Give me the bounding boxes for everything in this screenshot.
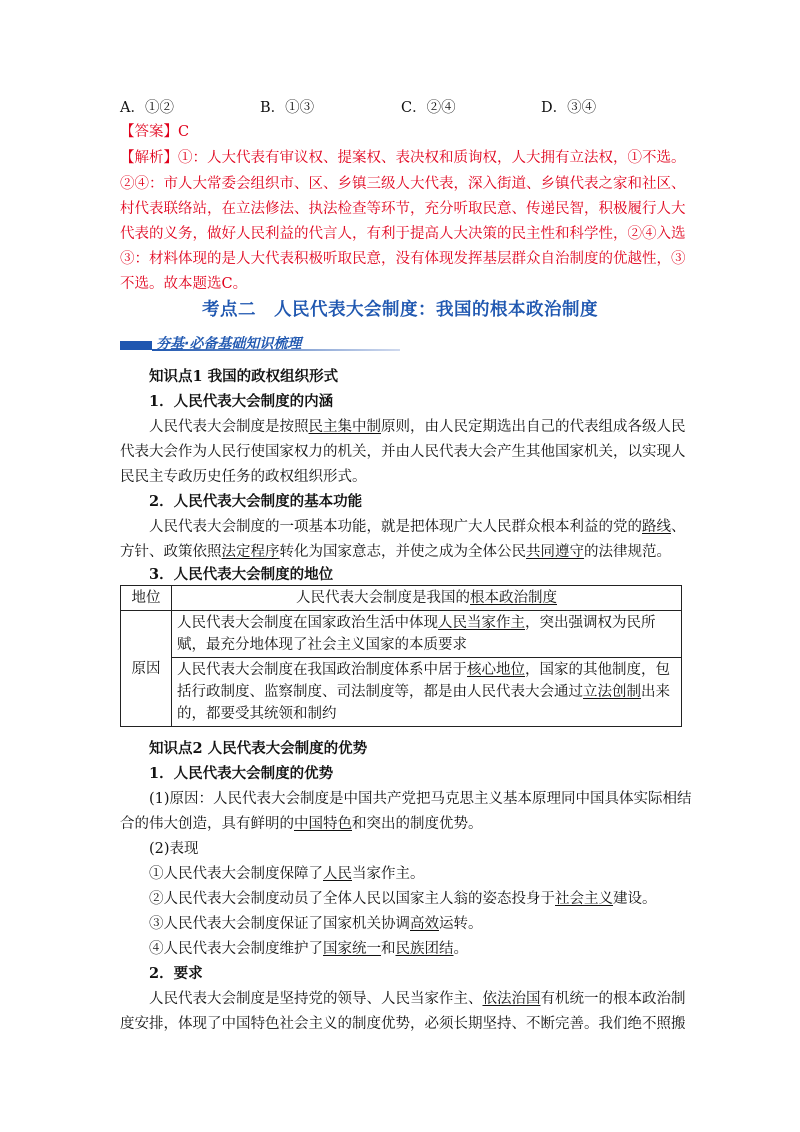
table-reason-2	[172, 658, 682, 727]
key-term: 依法治国	[482, 991, 541, 1007]
key-term: 立法创制	[583, 684, 641, 700]
section-banner	[120, 333, 400, 355]
text: 出来的，都要受其统领和制约	[177, 684, 670, 722]
kp2-para3-line2: 度安排，体现了中国特色社会主义的制度优势，必须长期坚持、不断完善。我们绝不照搬	[120, 1016, 686, 1032]
text: ，突出强调权为民所赋，最充分地体现了社会主义国家的本质要求	[177, 615, 656, 653]
table-key-reason: 原因	[121, 611, 172, 727]
table-value-status	[172, 586, 682, 611]
analysis-line-4: 代表的义务，做好人民利益的代言人，有利于提高人大决策的民主性和科学性，②④入选	[120, 226, 686, 242]
table-row	[121, 586, 682, 611]
answer-value: C	[178, 124, 190, 140]
text: 人民代表大会制度是按照	[149, 419, 309, 435]
kp2-item-2	[149, 889, 657, 909]
analysis-line-2: ②④：市人大常委会组织市、区、乡镇三级人大代表，深入街道、乡镇代表之家和社区、	[120, 176, 686, 192]
banner-text: 夯基·必备基础知识梳理	[156, 336, 302, 352]
kp2-heading-2: 2．要求	[149, 965, 203, 982]
answer-line	[120, 122, 189, 142]
text: 和突出的制度优势。	[352, 816, 483, 832]
key-term: 人民当家作主	[438, 615, 525, 631]
kp2-title: 知识点2 人民代表大会制度的优势	[149, 740, 368, 757]
text: ，国家的其他制度，包括行政制度、监察制度、司法制度等，都是由人民代表大会通过	[177, 662, 670, 700]
kp1-title: 知识点1 我国的政权组织形式	[149, 368, 339, 385]
text: ④人民代表大会制度维护了	[149, 941, 323, 957]
key-term: 共同遵守	[526, 544, 584, 560]
key-term: 法定程序	[221, 544, 280, 560]
key-term: 民主集中制	[308, 419, 381, 435]
kp2-item-1	[149, 864, 425, 884]
kp1-para2-line1	[149, 517, 686, 537]
kp1-heading-1: 1．人民代表大会制度的内涵	[149, 393, 334, 410]
table-row	[121, 611, 682, 658]
kp2-para1-line1: (1)原因：人民代表大会制度是中国共产党把马克思主义基本原理同中国具体实际相结	[149, 791, 692, 807]
text: 人民代表大会制度在我国政治制度体系中居于	[177, 662, 467, 678]
key-term: 路线	[642, 519, 671, 535]
key-term: 国家统一	[323, 941, 381, 957]
text: 人民代表大会制度是我国的	[296, 590, 470, 606]
kp1-para1-line1	[149, 417, 686, 437]
analysis-label: 【解析】	[120, 150, 178, 166]
choice-c: C．②④	[401, 100, 456, 116]
text: 、	[671, 519, 686, 535]
kp2-para3-line1	[149, 989, 686, 1009]
kp1-para1-line3: 民民主专政历史任务的政权组织形式。	[120, 469, 367, 485]
choice-d: D．③④	[541, 100, 597, 116]
banner-bar	[120, 341, 152, 350]
kp1-heading-2: 2．人民代表大会制度的基本功能	[149, 493, 363, 510]
kp2-item-3	[149, 914, 483, 934]
kp1-para1-line2: 代表大会作为人民行使国家权力的机关，并由人民代表大会产生其他国家机关，以实现人	[120, 444, 686, 460]
kp2-heading-1: 1．人民代表大会制度的优势	[149, 765, 334, 782]
key-term: 人民	[323, 866, 352, 882]
text: 有机统一的根本政治制	[540, 991, 686, 1007]
status-table	[120, 585, 682, 727]
key-term: 核心地位	[467, 662, 525, 678]
analysis-line-5: ③：材料体现的是人大代表积极听取民意，没有体现发挥基层群众自治制度的优越性，③	[120, 251, 686, 267]
choice-b: B．①③	[260, 100, 315, 116]
analysis-text-1: ①：人大代表有审议权、提案权、表决权和质询权，人大拥有立法权，①不选。	[178, 150, 686, 166]
key-term: 高效	[410, 916, 439, 932]
text: 方针、政策依照	[120, 544, 222, 560]
text: 原则，由人民定期选出自己的代表组成各级人民	[381, 419, 686, 435]
text: 运转。	[439, 916, 483, 932]
key-term: 社会主义	[555, 891, 613, 907]
text: 人民代表大会制度是坚持党的领导、人民当家作主、	[149, 991, 483, 1007]
key-term: 中国特色	[294, 816, 352, 832]
choice-a: A．①②	[120, 100, 174, 116]
kp1-heading-3: 3．人民代表大会制度的地位	[149, 566, 334, 583]
kp1-para2-line2	[120, 542, 671, 562]
text: ③人民代表大会制度保证了国家机关协调	[149, 916, 410, 932]
kp2-para1-line2	[120, 814, 483, 834]
text: ②人民代表大会制度动员了全体人民以国家主人翁的姿态投身于	[149, 891, 555, 907]
text: 人民代表大会制度在国家政治生活中体现	[177, 615, 438, 631]
text: 。	[453, 941, 468, 957]
kp2-para2: (2)表现	[149, 841, 199, 857]
text: 的法律规范。	[584, 544, 671, 560]
table-key-status: 地位	[121, 586, 172, 611]
text: 合的伟大创造，具有鲜明的	[120, 816, 294, 832]
analysis-line-6: 不选。故本题选C。	[120, 276, 248, 292]
analysis-line-3: 村代表联络站，在立法修法、执法检查等环节，充分听取民意、传递民智，积极履行人大	[120, 201, 686, 217]
key-term: 根本政治制度	[470, 590, 557, 606]
table-reason-1	[172, 611, 682, 658]
key-term: 民族团结	[395, 941, 454, 957]
text: 人民代表大会制度的一项基本功能，就是把体现广大人民群众根本利益的党的	[149, 519, 642, 535]
section-title: 考点二 人民代表大会制度：我国的根本政治制度	[202, 300, 598, 320]
table-row	[121, 658, 682, 727]
text: 当家作主。	[352, 866, 425, 882]
text: 建设。	[613, 891, 657, 907]
kp2-item-4	[149, 939, 468, 959]
text: 和	[381, 941, 396, 957]
text: 转化为国家意志，并使之成为全体公民	[279, 544, 526, 560]
answer-label: 【答案】	[120, 124, 178, 140]
text: ①人民代表大会制度保障了	[149, 866, 323, 882]
analysis-line-1	[120, 148, 686, 168]
